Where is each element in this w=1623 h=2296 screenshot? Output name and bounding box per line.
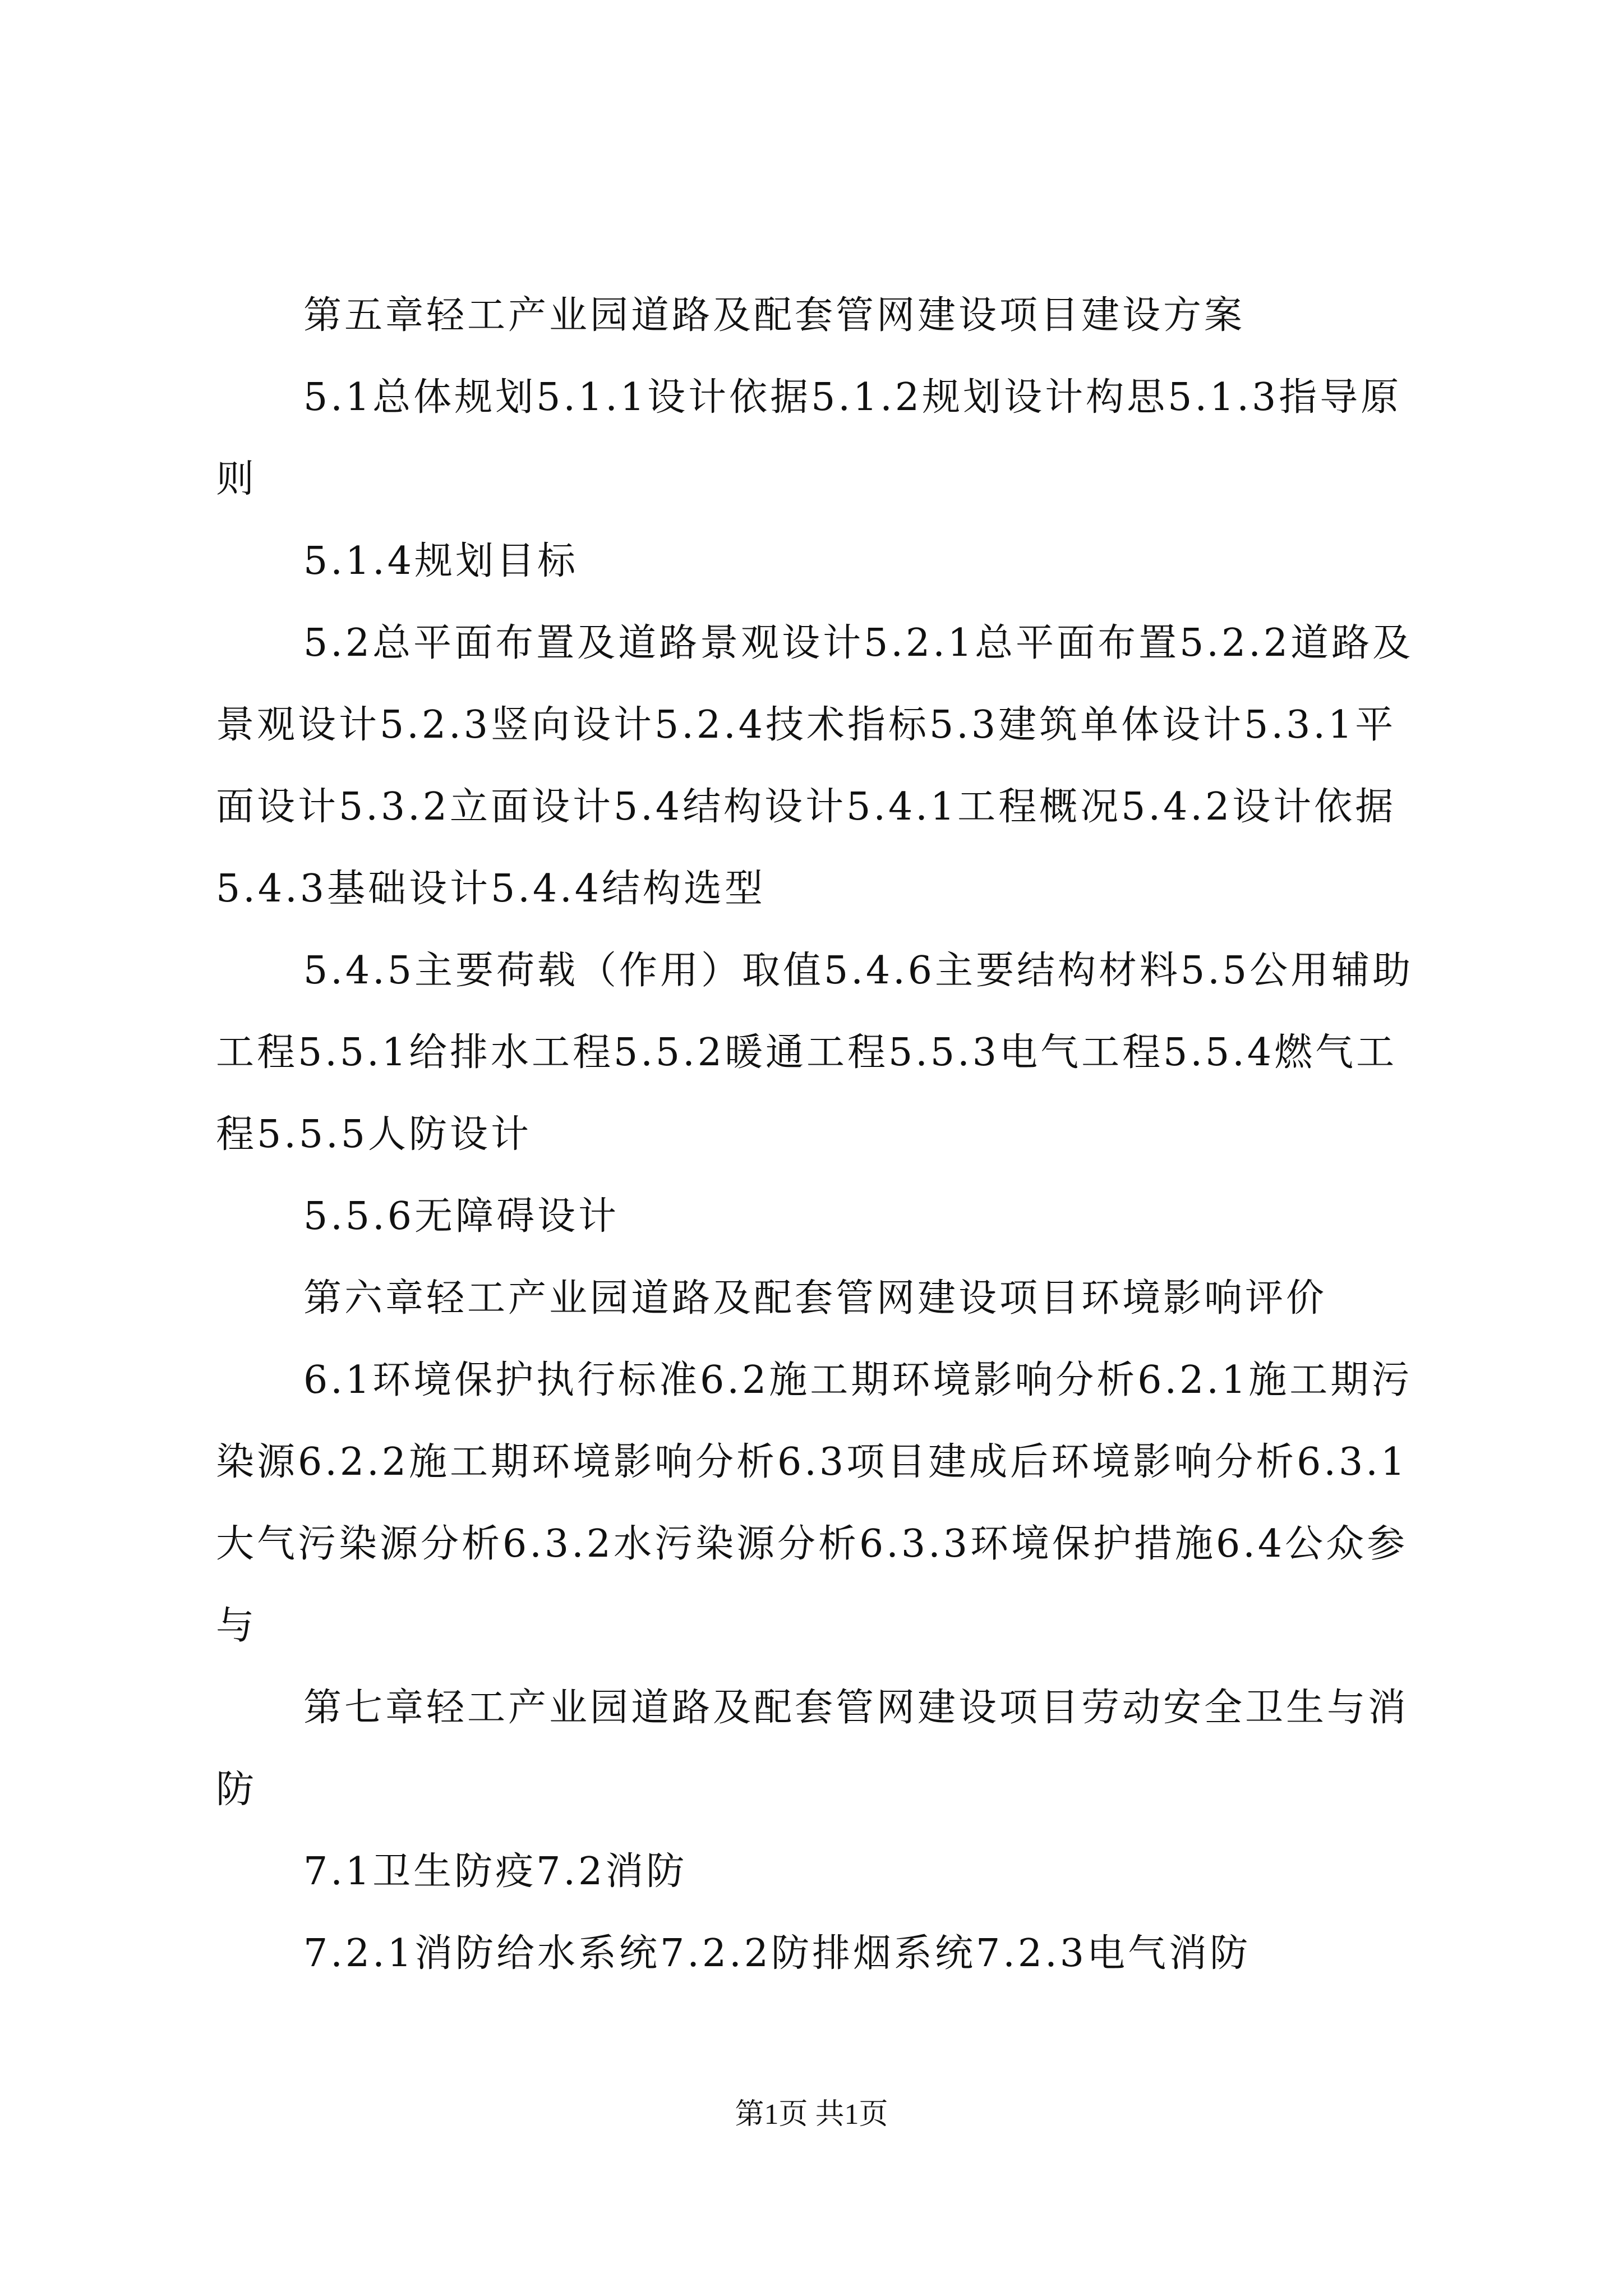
section-5-5-6-accessibility: 5.5.6无障碍设计 <box>303 1194 620 1239</box>
section-5-2-to-5-4-design: 5.2总平面布置及道路景观设计5.2.1总平面布置5.2.2道路及景观设计5.2.3竖向设计5.2.4技术指标5.3建筑单体设计5.3.1平面设计5.3.2立面设计5.4结构设计5.4.1工程概况5.4.2设计依据5.4.3基础设计5.4.4结构选型 <box>216 621 1414 911</box>
section-7-1-7-2: 7.1卫生防疫7.2消防 <box>303 1849 688 1894</box>
chapter-6-heading: 第六章轻工产业园道路及配套管网建设项目环境影响评价 <box>303 1276 1327 1320</box>
chapter-5-heading: 第五章轻工产业园道路及配套管网建设项目建设方案 <box>303 293 1246 338</box>
section-5-1-4-planning-goals: 5.1.4规划目标 <box>303 539 579 583</box>
chapter-7-heading: 第七章轻工产业园道路及配套管网建设项目劳动安全卫生与消防 <box>216 1686 1409 1812</box>
document-body <box>216 275 1422 1995</box>
section-5-1-overall-planning: 5.1总体规划5.1.1设计依据5.1.2规划设计构思5.1.3指导原则 <box>216 375 1402 501</box>
section-5-4-5-to-5-5-5-utilities: 5.4.5主要荷载（作用）取值5.4.6主要结构材料5.5公用辅助工程5.5.1给排水工程5.5.2暖通工程5.5.3电气工程5.5.4燃气工程5.5.5人防设计 <box>216 949 1414 1157</box>
page-number-footer: 第1页 共1页 <box>735 2099 888 2131</box>
section-6-environment: 6.1环境保护执行标准6.2施工期环境影响分析6.2.1施工期污染源6.2.2施工期环境影响分析6.3项目建成后环境影响分析6.3.1大气污染源分析6.3.2水污染源分析6.3.3环境保护措施6.4公众参与 <box>216 1358 1413 1648</box>
section-7-2-fire-protection: 7.2.1消防给水系统7.2.2防排烟系统7.2.3电气消防 <box>303 1931 1251 1976</box>
